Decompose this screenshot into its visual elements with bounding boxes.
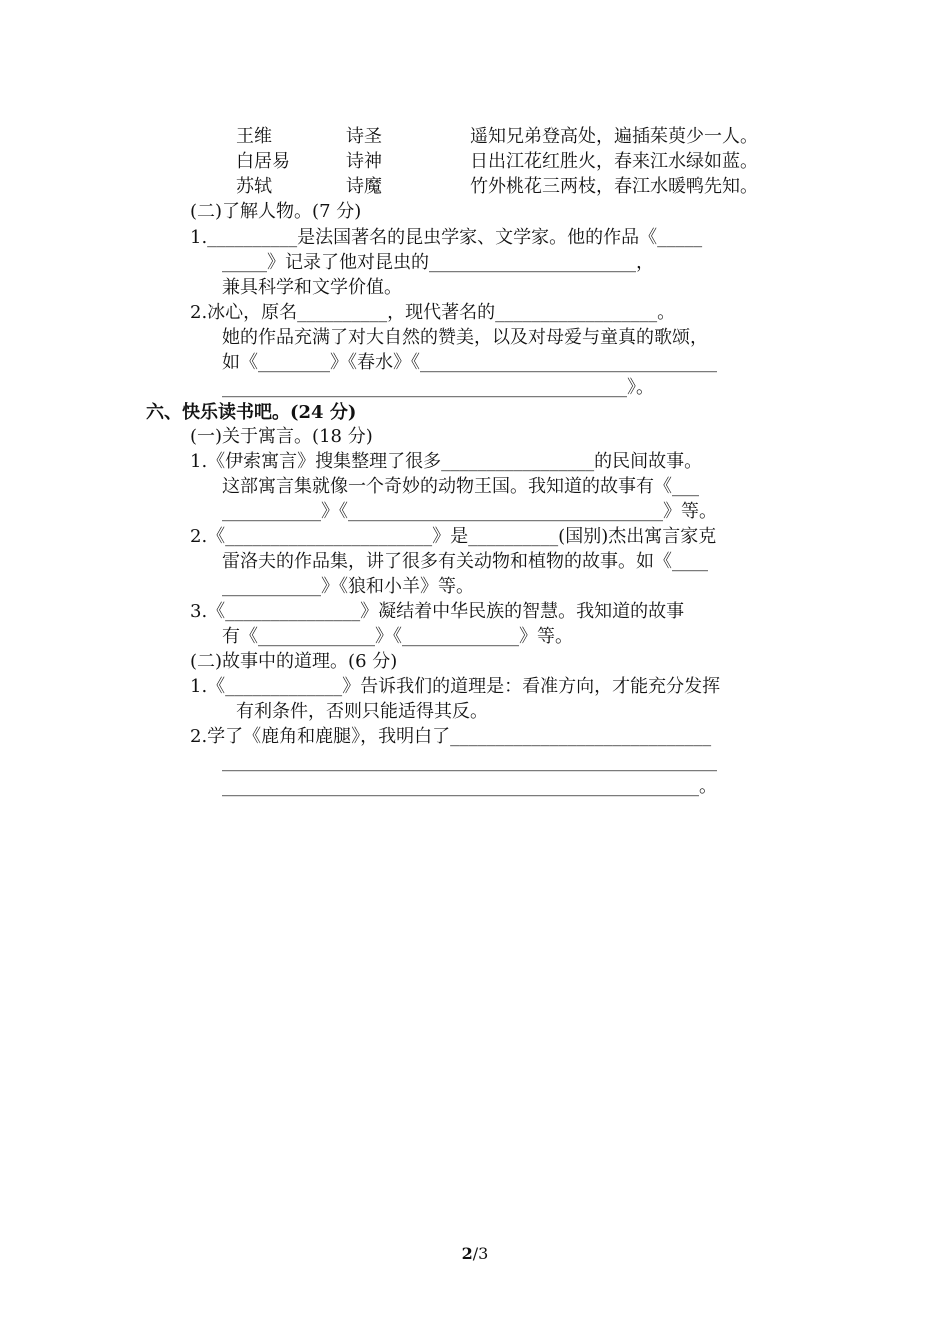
poet-name: 王维 (236, 126, 272, 147)
question-line: 兼具科学和文学价值。 (222, 277, 402, 298)
subsection-heading: (二)故事中的道理。(6 分) (190, 651, 398, 672)
question-line: 如《________》《春水》《_________________________________ (222, 352, 717, 373)
question-line: 这部寓言集就像一个奇妙的动物王国。我知道的故事有《___ (222, 476, 699, 497)
total-pages: 3 (478, 1244, 489, 1263)
poem-verse: 日出江花红胜火，春来江水绿如蓝。 (470, 151, 758, 172)
poet-name: 白居易 (236, 151, 290, 172)
question-line: 1.《伊索寓言》搜集整理了很多_________________的民间故事。 (190, 451, 703, 472)
section-heading: 六、快乐读书吧。(24 分) (146, 402, 357, 423)
question-line: 3.《_______________》凝结着中华民族的智慧。我知道的故事 (190, 601, 685, 622)
subsection-heading: (二)了解人物。(7 分) (190, 201, 362, 222)
question-line: 2.《_______________________》是__________(国别)杰出寓言家克 (190, 526, 717, 547)
poem-verse: 遥知兄弟登高处，遍插茱萸少一人。 (470, 126, 758, 147)
subsection-heading: (一)关于寓言。(18 分) (190, 426, 373, 447)
poet-name: 苏轼 (236, 176, 272, 197)
question-line: 有利条件，否则只能适得其反。 (236, 701, 488, 722)
question-line: 2.学了《鹿角和鹿腿》，我明白了_____________________________ (190, 726, 712, 747)
question-line: ___________》《狼和小羊》等。 (222, 576, 474, 597)
poet-title: 诗魔 (346, 176, 382, 197)
current-page: 2 (461, 1244, 473, 1263)
question-line: ___________》《___________________________________》等。 (222, 501, 717, 522)
question-line: 雷洛夫的作品集，讲了很多有关动物和植物的故事。如《____ (222, 551, 708, 572)
question-line: _____》记录了他对昆虫的_______________________， (222, 252, 654, 273)
poem-verse: 竹外桃花三两枝，春江水暖鸭先知。 (470, 176, 758, 197)
answer-line: _____________________________________________________。 (222, 776, 717, 797)
question-line: 2.冰心，原名__________，现代著名的__________________。 (190, 302, 676, 323)
question-line: 1.《_____________》告诉我们的道理是：看准方向，才能充分发挥 (190, 676, 721, 697)
question-line: 她的作品充满了对大自然的赞美，以及对母爱与童真的歌颂， (222, 327, 708, 348)
answer-line: _______________________________________________________ (222, 751, 717, 772)
question-line: 有《_____________》《_____________》等。 (222, 626, 573, 647)
page-separator: / (472, 1244, 479, 1263)
poet-title: 诗圣 (346, 126, 382, 147)
question-line: 1.__________是法国著名的昆虫学家、文学家。他的作品《_____ (190, 227, 703, 248)
question-line: _____________________________________________》。 (222, 377, 654, 398)
poet-title: 诗神 (346, 151, 382, 172)
page-number (0, 1244, 950, 1263)
